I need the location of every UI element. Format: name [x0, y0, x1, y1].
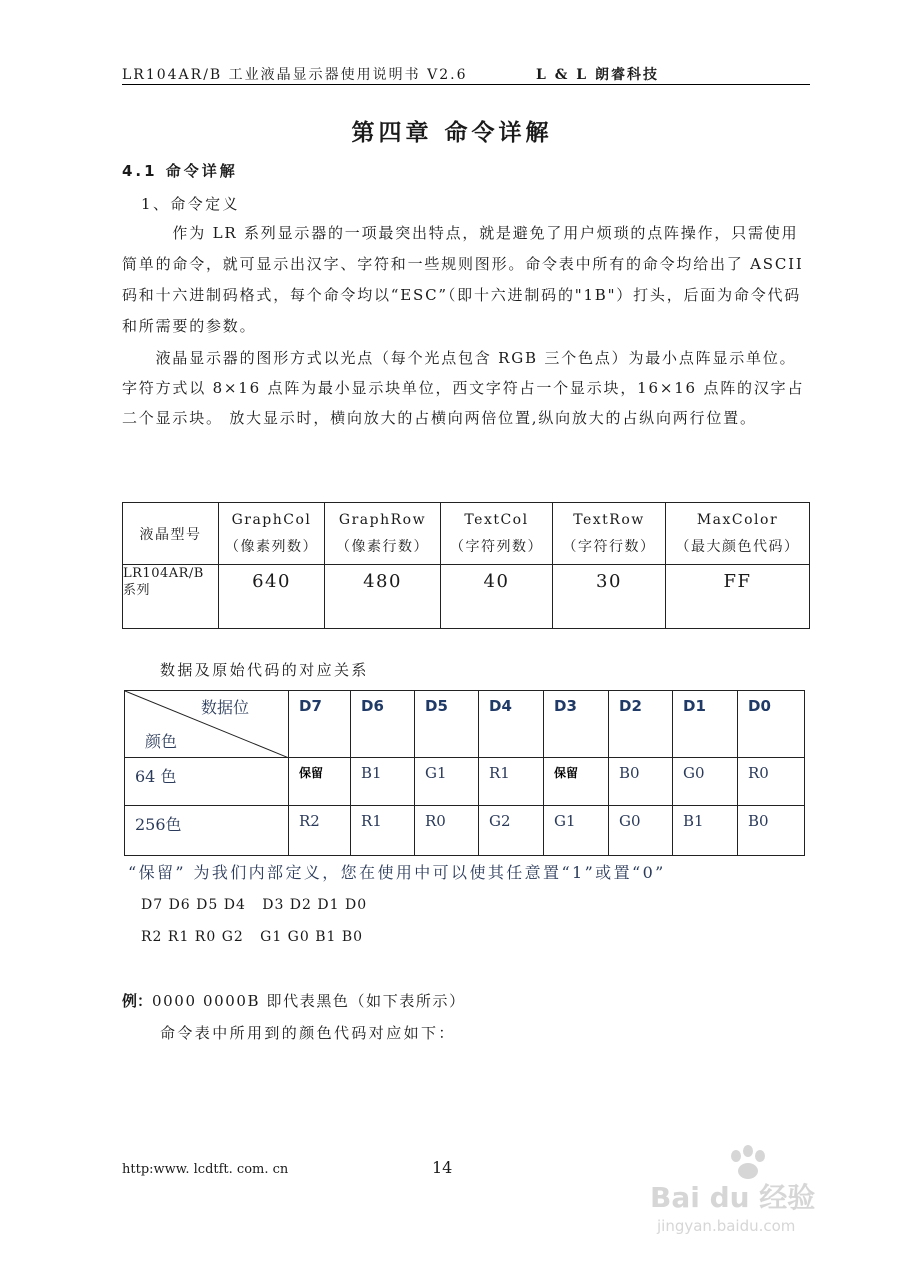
bit-header-d4: D4	[479, 691, 544, 758]
header-company: L & L 朗睿科技	[536, 67, 659, 83]
bits-line: D7 D6 D5 D4 D3 D2 D1 D0	[141, 897, 368, 913]
table1-model-cell: LR104AR/B 系列	[123, 565, 219, 629]
table1-value-graphcol: 640	[219, 565, 325, 629]
table-cell: 保留	[544, 758, 609, 806]
table-cell: G0	[673, 758, 738, 806]
bit-header-d7: D7	[289, 691, 351, 758]
header-rule	[122, 84, 810, 85]
bit-header-d5: D5	[415, 691, 479, 758]
table-cell: G1	[544, 806, 609, 856]
page-number: 14	[432, 1158, 453, 1177]
row-label-64: 64 色	[125, 758, 289, 806]
command-note: 命令表中所用到的颜色代码对应如下：	[160, 1024, 456, 1042]
bit-header-d0: D0	[738, 691, 805, 758]
table-cell: R0	[738, 758, 805, 806]
table1-value-maxcolor: FF	[666, 565, 810, 629]
example-label: 例：	[122, 992, 153, 1010]
table1-header-textrow: TextRow （字符行数）	[553, 503, 666, 565]
table-cell: R1	[351, 806, 415, 856]
bit-header-d6: D6	[351, 691, 415, 758]
bit-header-d1: D1	[673, 691, 738, 758]
table2-caption: 数据及原始代码的对应关系	[160, 661, 369, 679]
table-cell: G0	[609, 806, 673, 856]
table1-value-textcol: 40	[441, 565, 553, 629]
paragraph-display-units: 液晶显示器的图形方式以光点（每个光点包含 RGB 三个色点）为最小点阵显示单位。字符方式以 8×16 点阵为最小显示块单位，西文字符占一个显示块，16×16 点阵的汉字占二个显示块。 放大显示时，横向放大的占横向两倍位置,纵向放大的占纵向两行位置。	[122, 349, 805, 427]
bit-mapping-table	[124, 690, 805, 856]
table-cell: B0	[738, 806, 805, 856]
chapter-title: 第四章 命令详解	[351, 120, 553, 146]
row-label-256: 256色	[125, 806, 289, 856]
footer-url: http:www. lcdtft. com. cn	[122, 1162, 289, 1177]
table1-header-maxcolor: MaxColor （最大颜色代码）	[666, 503, 810, 565]
paw-icon	[731, 1145, 765, 1179]
table2-corner-cell	[125, 691, 289, 758]
table-cell: G2	[479, 806, 544, 856]
header-doc-title: LR104AR/B 工业液晶显示器使用说明书 V2.6	[122, 67, 468, 83]
corner-label-color: 颜色	[145, 732, 178, 751]
lcd-spec-table	[122, 502, 810, 629]
table-cell: G1	[415, 758, 479, 806]
paragraph-command-definition: 作为 LR 系列显示器的一项最突出特点，就是避免了用户烦琐的点阵操作，只需使用简单的命令，就可显示出汉字、字符和一些规则图形。命令表中所有的命令均给出了 ASCII 码和十六进制码格式，每个命令均以“ESC”（即十六进制码的"1B"）打头，后面为命令代码和所需要的参数。	[122, 224, 804, 335]
example-row	[122, 990, 466, 1011]
table1-value-textrow: 30	[553, 565, 666, 629]
colors-line: R2 R1 R0 G2 G1 G0 B1 B0	[141, 929, 364, 945]
table-cell: B1	[673, 806, 738, 856]
table-cell: R0	[415, 806, 479, 856]
table-cell: R2	[289, 806, 351, 856]
corner-label-bits: 数据位	[201, 698, 250, 717]
table1-header-model: 液晶型号	[123, 503, 219, 565]
table-cell: B1	[351, 758, 415, 806]
reserved-note: “保留” 为我们内部定义，您在使用中可以使其任意置“1”或置“0”	[128, 863, 666, 882]
table-cell: R1	[479, 758, 544, 806]
subsection-title: 1、命令定义	[141, 195, 240, 213]
table1-header-graphcol: GraphCol （像素列数）	[219, 503, 325, 565]
table1-header-textcol: TextCol （字符列数）	[441, 503, 553, 565]
watermark-brand: Bai du 经验	[650, 1181, 816, 1214]
table1-header-graphrow: GraphRow （像素行数）	[325, 503, 441, 565]
watermark-url: jingyan.baidu.com	[657, 1217, 796, 1235]
bit-header-d3: D3	[544, 691, 609, 758]
example-text: 0000 0000B 即代表黑色（如下表所示）	[152, 992, 466, 1010]
table1-value-graphrow: 480	[325, 565, 441, 629]
section-title: 4.1 命令详解	[122, 162, 238, 180]
bit-header-d2: D2	[609, 691, 673, 758]
table-cell: 保留	[289, 758, 351, 806]
table-cell: B0	[609, 758, 673, 806]
